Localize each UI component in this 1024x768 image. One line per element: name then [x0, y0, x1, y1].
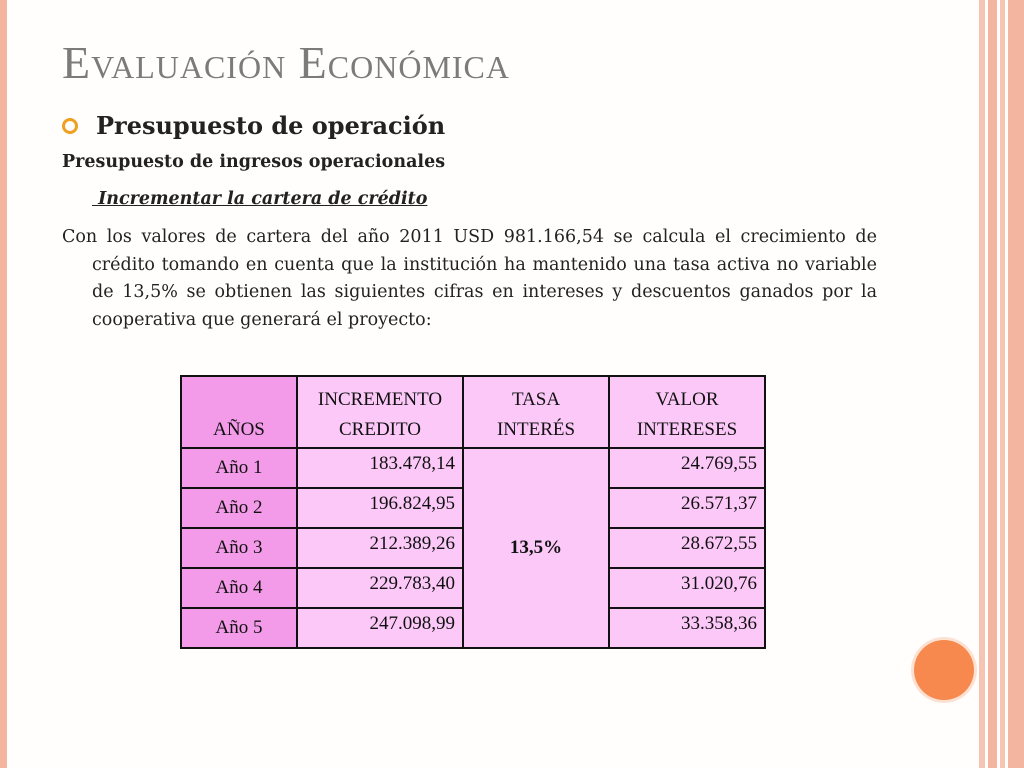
year-cell: Año 5 — [181, 608, 297, 648]
header-anos-label: AÑOS — [213, 419, 265, 440]
decorative-circle — [914, 640, 974, 700]
year-cell: Año 3 — [181, 528, 297, 568]
header-tasa-line2: INTERÉS — [496, 419, 576, 440]
valor-cell: 24.769,55 — [609, 448, 765, 488]
header-valor-line2: INTERESES — [636, 419, 738, 440]
header-valor-line1: VALOR — [655, 389, 719, 410]
section-heading: Presupuesto de ingresos operacionales — [62, 152, 446, 172]
year-cell: Año 2 — [181, 488, 297, 528]
right-decorative-stripe — [1008, 0, 1024, 768]
bullet-text: Presupuesto de operación — [96, 111, 446, 140]
left-decorative-stripe — [0, 0, 7, 768]
valor-cell: 31.020,76 — [609, 568, 765, 608]
header-tasa-line1: TASA — [511, 389, 561, 410]
table-row — [181, 448, 765, 488]
header-valor — [609, 376, 765, 448]
header-anos — [181, 376, 297, 448]
right-decorative-stripe — [979, 0, 985, 768]
right-decorative-stripe — [1000, 0, 1005, 768]
incremento-cell: 247.098,99 — [297, 608, 463, 648]
bullet-ring-icon — [62, 118, 78, 134]
header-incremento-line1: INCREMENTO — [317, 389, 443, 410]
valor-cell: 26.571,37 — [609, 488, 765, 528]
right-decorative-stripe — [988, 0, 997, 768]
section-subheading: Incrementar la cartera de crédito — [92, 189, 428, 209]
incremento-cell: 212.389,26 — [297, 528, 463, 568]
interest-table — [180, 375, 766, 649]
incremento-cell: 196.824,95 — [297, 488, 463, 528]
header-incremento — [297, 376, 463, 448]
valor-cell: 28.672,55 — [609, 528, 765, 568]
header-incremento-line2: CREDITO — [339, 419, 421, 440]
tasa-cell: 13,5% — [463, 448, 609, 648]
year-cell: Año 1 — [181, 448, 297, 488]
body-paragraph: Con los valores de cartera del año 2011 USD 981.166,54 se calcula el crecimiento de crédito tomando en cuenta que la institución ha mantenido una tasa activa no variable de 13,5% se obtienen las siguientes cifras en intereses y descuentos ganados por la cooperativa que generará el proyecto: — [62, 227, 877, 330]
year-cell: Año 4 — [181, 568, 297, 608]
incremento-cell: 183.478,14 — [297, 448, 463, 488]
slide-title: Evaluación Económica — [62, 37, 511, 88]
incremento-cell: 229.783,40 — [297, 568, 463, 608]
table-header-row — [181, 376, 765, 448]
valor-cell: 33.358,36 — [609, 608, 765, 648]
header-tasa — [463, 376, 609, 448]
bullet-item — [62, 111, 445, 140]
